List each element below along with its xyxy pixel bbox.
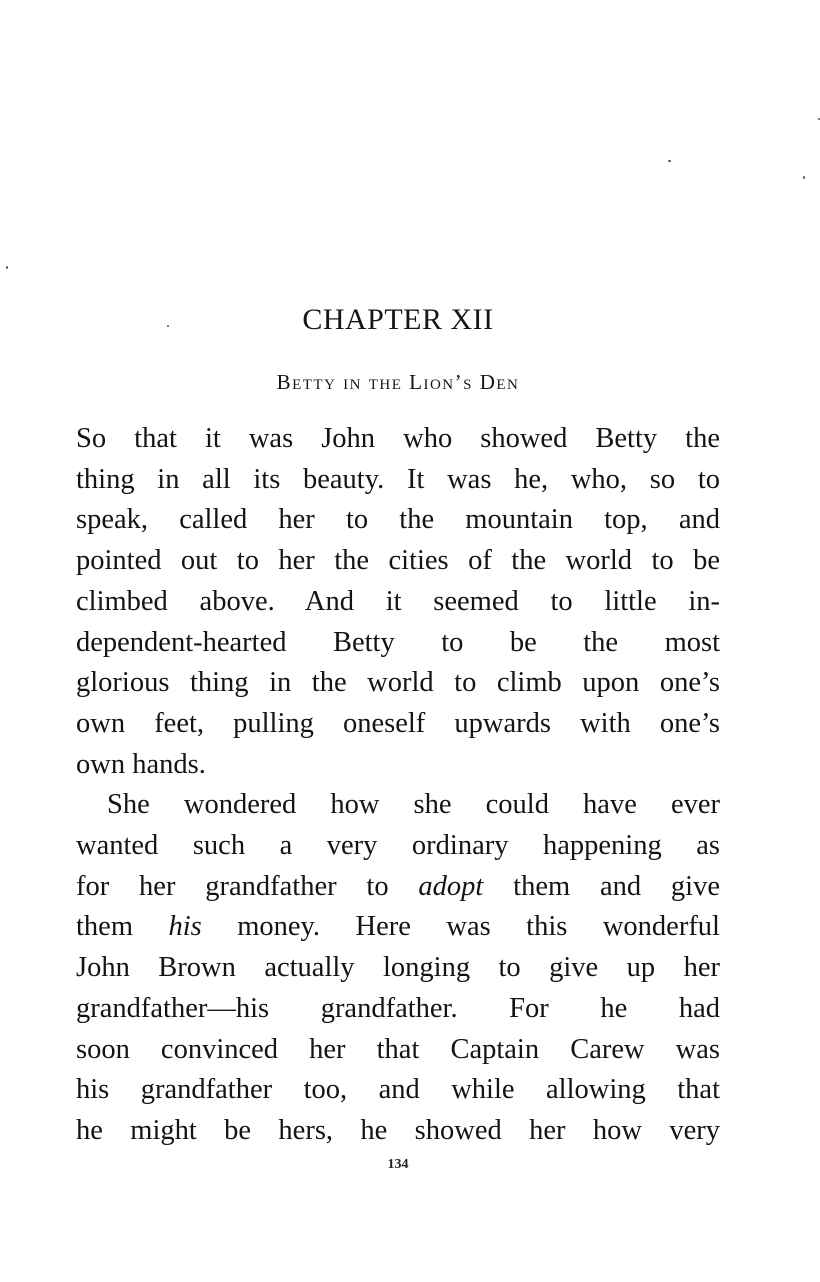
text-line: soon convinced her that Captain Carew was bbox=[76, 1033, 720, 1065]
text-line: So that it was John who showed Betty the bbox=[76, 423, 720, 454]
text-line: his grandfather too, and while allowing that bbox=[76, 1074, 720, 1106]
scan-speck bbox=[803, 176, 805, 179]
text-line-with-italic: for her grandfather to adopt them and give bbox=[76, 870, 720, 902]
italic-emphasis: his bbox=[168, 911, 202, 943]
text-line: speak, called her to the mountain top, and bbox=[76, 504, 720, 536]
text-line: own feet, pulling oneself upwards with one’s bbox=[76, 707, 720, 739]
text-line: grandfather—his grandfather. For he had bbox=[76, 992, 720, 1024]
scan-speck bbox=[668, 160, 671, 162]
chapter-title: CHAPTER XII bbox=[302, 303, 494, 336]
scan-speck bbox=[6, 266, 8, 269]
text-line: glorious thing in the world to climb upon one’s bbox=[76, 667, 720, 699]
text-line: own hands. bbox=[76, 748, 206, 780]
scan-speck bbox=[167, 325, 169, 327]
text-line: John Brown actually longing to give up her bbox=[76, 952, 720, 984]
body-text bbox=[76, 419, 720, 1152]
chapter-subtitle: Betty in the Lion’s Den bbox=[276, 370, 520, 394]
text-line: She wondered how she could have ever bbox=[107, 789, 720, 821]
italic-emphasis: adopt bbox=[418, 870, 484, 902]
text-line: dependent-hearted Betty to be the most bbox=[76, 626, 720, 658]
text-line: pointed out to her the cities of the world to be bbox=[76, 545, 720, 577]
text-line-with-italic: them his money. Here was this wonderful bbox=[76, 911, 720, 943]
page-number: 134 bbox=[387, 1157, 409, 1172]
text-line: he might be hers, he showed her how very bbox=[76, 1114, 720, 1146]
text-line: wanted such a very ordinary happening as bbox=[76, 830, 720, 862]
text-line: climbed above. And it seemed to little in- bbox=[76, 585, 720, 617]
text-line: thing in all its beauty. It was he, who, so to bbox=[76, 463, 720, 495]
